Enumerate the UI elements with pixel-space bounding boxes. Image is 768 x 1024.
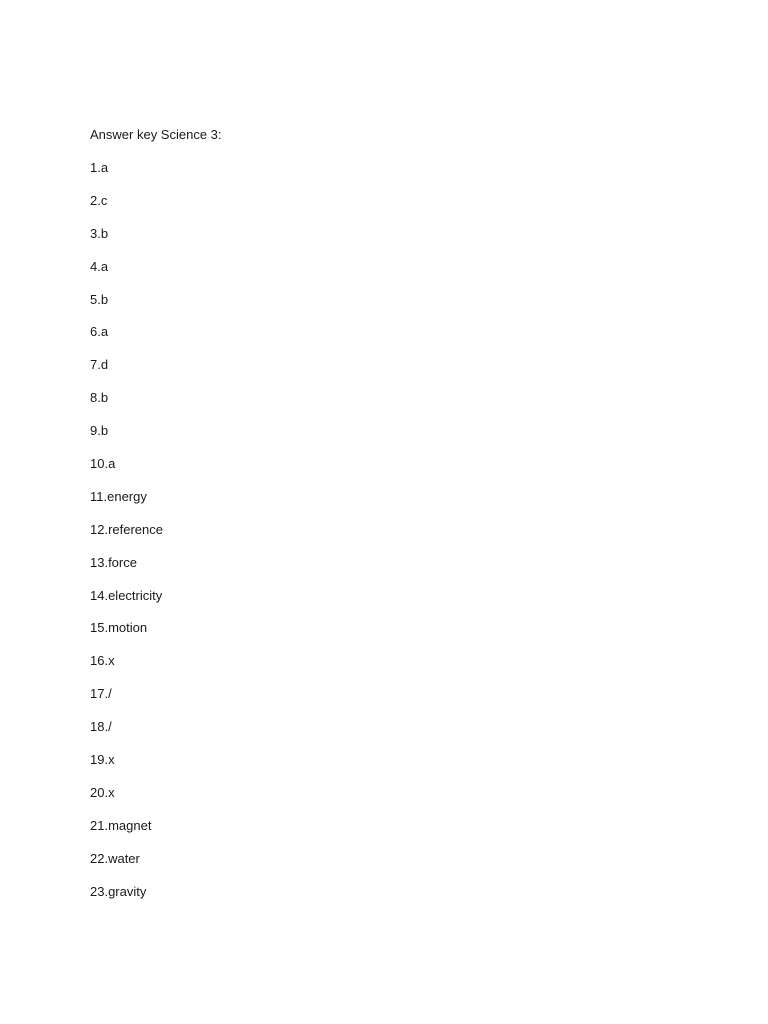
answer-item: 4.a	[90, 258, 109, 274]
answer-item: 7.d	[90, 357, 109, 373]
document-body	[90, 126, 222, 915]
answer-item: 15.motion	[90, 620, 148, 636]
answer-item: 17./	[90, 686, 112, 702]
document-title: Answer key Science 3:	[90, 127, 222, 142]
answer-item: 10.a	[90, 456, 116, 472]
answer-item: 20.x	[90, 784, 115, 800]
answer-item: 6.a	[90, 324, 109, 340]
answer-item: 13.force	[90, 554, 137, 570]
answer-item: 9.b	[90, 423, 109, 439]
answer-item: 12.reference	[90, 521, 163, 537]
answer-item: 5.b	[90, 291, 109, 307]
answer-item: 21.magnet	[90, 817, 152, 833]
answer-item: 1.a	[90, 160, 109, 175]
answer-item: 14.electricity	[90, 587, 163, 603]
answer-item: 23.gravity	[90, 883, 147, 899]
answer-item: 2.c	[90, 192, 108, 208]
answer-item: 22.water	[90, 850, 140, 866]
answer-item: 18./	[90, 719, 112, 735]
answer-item: 11.energy	[90, 488, 147, 504]
answer-list	[90, 159, 222, 901]
answer-item: 16.x	[90, 653, 115, 669]
answer-item: 3.b	[90, 225, 109, 241]
answer-item: 8.b	[90, 390, 109, 406]
answer-item: 19.x	[90, 752, 115, 768]
